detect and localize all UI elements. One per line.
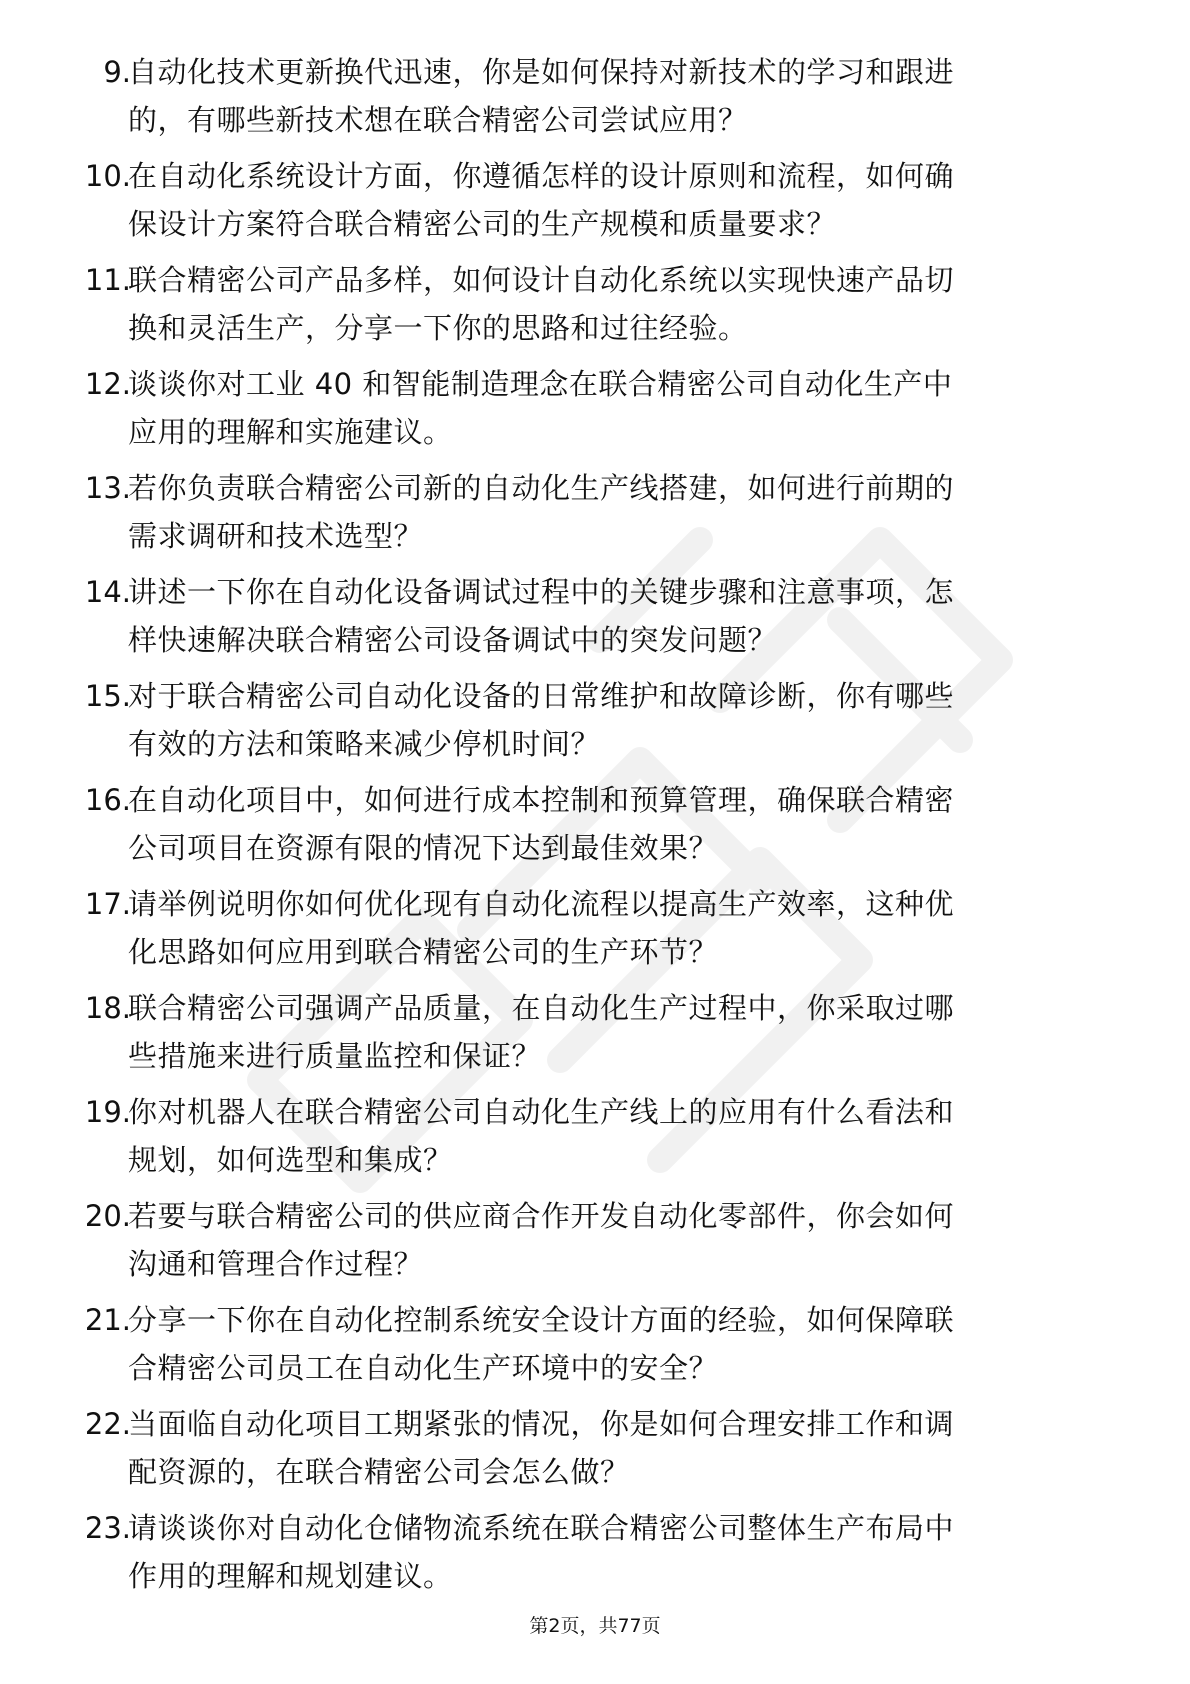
question-text-line: 请举例说明你如何优化现有自动化流程以提高生产效率，这种优 bbox=[128, 887, 955, 921]
question-text-line: 联合精密公司产品多样，如何设计自动化系统以实现快速产品切 bbox=[128, 263, 955, 297]
question-number: 16. bbox=[84, 783, 131, 817]
question-text-line: 保设计方案符合联合精密公司的生产规模和质量要求？ bbox=[128, 207, 837, 241]
question-item bbox=[0, 152, 1190, 256]
question-item bbox=[0, 256, 1190, 360]
question-text-line: 合精密公司员工在自动化生产环境中的安全？ bbox=[128, 1351, 719, 1385]
question-text-line: 应用的理解和实施建议。 bbox=[128, 415, 453, 449]
question-text-line: 的，有哪些新技术想在联合精密公司尝试应用？ bbox=[128, 103, 748, 137]
question-item bbox=[0, 1192, 1190, 1296]
question-text bbox=[128, 880, 1128, 976]
question-item bbox=[0, 360, 1190, 464]
question-number: 11. bbox=[84, 263, 131, 297]
question-text bbox=[128, 1088, 1128, 1184]
question-number: 10. bbox=[84, 159, 131, 193]
question-item bbox=[0, 672, 1190, 776]
question-number: 17. bbox=[84, 887, 131, 921]
question-item bbox=[0, 48, 1190, 152]
question-text bbox=[128, 568, 1128, 664]
question-text bbox=[128, 360, 1128, 456]
question-number: 15. bbox=[84, 679, 131, 713]
page-indicator: 第2页，共77页 bbox=[529, 1615, 661, 1637]
question-item bbox=[0, 1504, 1190, 1608]
question-text bbox=[128, 1504, 1128, 1600]
question-text-line: 些措施来进行质量监控和保证？ bbox=[128, 1039, 542, 1073]
question-text-line: 你对机器人在联合精密公司自动化生产线上的应用有什么看法和 bbox=[128, 1095, 955, 1129]
question-text-line: 当面临自动化项目工期紧张的情况，你是如何合理安排工作和调 bbox=[128, 1407, 955, 1441]
question-item bbox=[0, 1296, 1190, 1400]
question-list bbox=[0, 48, 1190, 1608]
question-text-line: 样快速解决联合精密公司设备调试中的突发问题？ bbox=[128, 623, 778, 657]
question-number: 9. bbox=[103, 55, 131, 89]
question-text-line: 沟通和管理合作过程？ bbox=[128, 1247, 424, 1281]
question-text bbox=[128, 672, 1128, 768]
question-text bbox=[128, 1400, 1128, 1496]
question-number: 20. bbox=[84, 1199, 131, 1233]
question-text-line: 在自动化系统设计方面，你遵循怎样的设计原则和流程，如何确 bbox=[128, 159, 955, 193]
question-item bbox=[0, 464, 1190, 568]
question-number: 19. bbox=[84, 1095, 131, 1129]
question-text-line: 公司项目在资源有限的情况下达到最佳效果？ bbox=[128, 831, 719, 865]
question-item bbox=[0, 880, 1190, 984]
question-text bbox=[128, 776, 1128, 872]
question-text bbox=[128, 984, 1128, 1080]
question-text-line: 分享一下你在自动化控制系统安全设计方面的经验，如何保障联 bbox=[128, 1303, 955, 1337]
question-text bbox=[128, 1192, 1128, 1288]
question-text-line: 配资源的，在联合精密公司会怎么做？ bbox=[128, 1455, 630, 1489]
question-text-line: 若你负责联合精密公司新的自动化生产线搭建，如何进行前期的 bbox=[128, 471, 955, 505]
question-item bbox=[0, 984, 1190, 1088]
question-text bbox=[128, 48, 1128, 144]
question-number: 18. bbox=[84, 991, 131, 1025]
question-number: 14. bbox=[84, 575, 131, 609]
question-text-line: 需求调研和技术选型？ bbox=[128, 519, 424, 553]
question-text-line: 作用的理解和规划建议。 bbox=[128, 1559, 453, 1593]
question-text-line: 规划，如何选型和集成？ bbox=[128, 1143, 453, 1177]
question-text-line: 谈谈你对工业 40 和智能制造理念在联合精密公司自动化生产中 bbox=[128, 367, 953, 401]
question-item bbox=[0, 776, 1190, 880]
question-text-line: 在自动化项目中，如何进行成本控制和预算管理，确保联合精密 bbox=[128, 783, 955, 817]
question-text-line: 若要与联合精密公司的供应商合作开发自动化零部件，你会如何 bbox=[128, 1199, 955, 1233]
question-text bbox=[128, 1296, 1128, 1392]
question-number: 23. bbox=[84, 1511, 131, 1545]
question-text-line: 请谈谈你对自动化仓储物流系统在联合精密公司整体生产布局中 bbox=[128, 1511, 955, 1545]
question-item bbox=[0, 568, 1190, 672]
question-number: 12. bbox=[84, 367, 131, 401]
question-number: 13. bbox=[84, 471, 131, 505]
question-text-line: 换和灵活生产，分享一下你的思路和过往经验。 bbox=[128, 311, 748, 345]
question-number: 21. bbox=[84, 1303, 131, 1337]
question-text-line: 化思路如何应用到联合精密公司的生产环节？ bbox=[128, 935, 719, 969]
question-text-line: 讲述一下你在自动化设备调试过程中的关键步骤和注意事项，怎 bbox=[128, 575, 955, 609]
question-item bbox=[0, 1088, 1190, 1192]
question-text bbox=[128, 152, 1128, 248]
question-text-line: 对于联合精密公司自动化设备的日常维护和故障诊断，你有哪些 bbox=[128, 679, 955, 713]
question-item bbox=[0, 1400, 1190, 1504]
question-text bbox=[128, 256, 1128, 352]
question-text-line: 有效的方法和策略来减少停机时间？ bbox=[128, 727, 601, 761]
question-text bbox=[128, 464, 1128, 560]
question-text-line: 自动化技术更新换代迅速，你是如何保持对新技术的学习和跟进 bbox=[128, 55, 955, 89]
question-text-line: 联合精密公司强调产品质量，在自动化生产过程中，你采取过哪 bbox=[128, 991, 955, 1025]
question-number: 22. bbox=[84, 1407, 131, 1441]
